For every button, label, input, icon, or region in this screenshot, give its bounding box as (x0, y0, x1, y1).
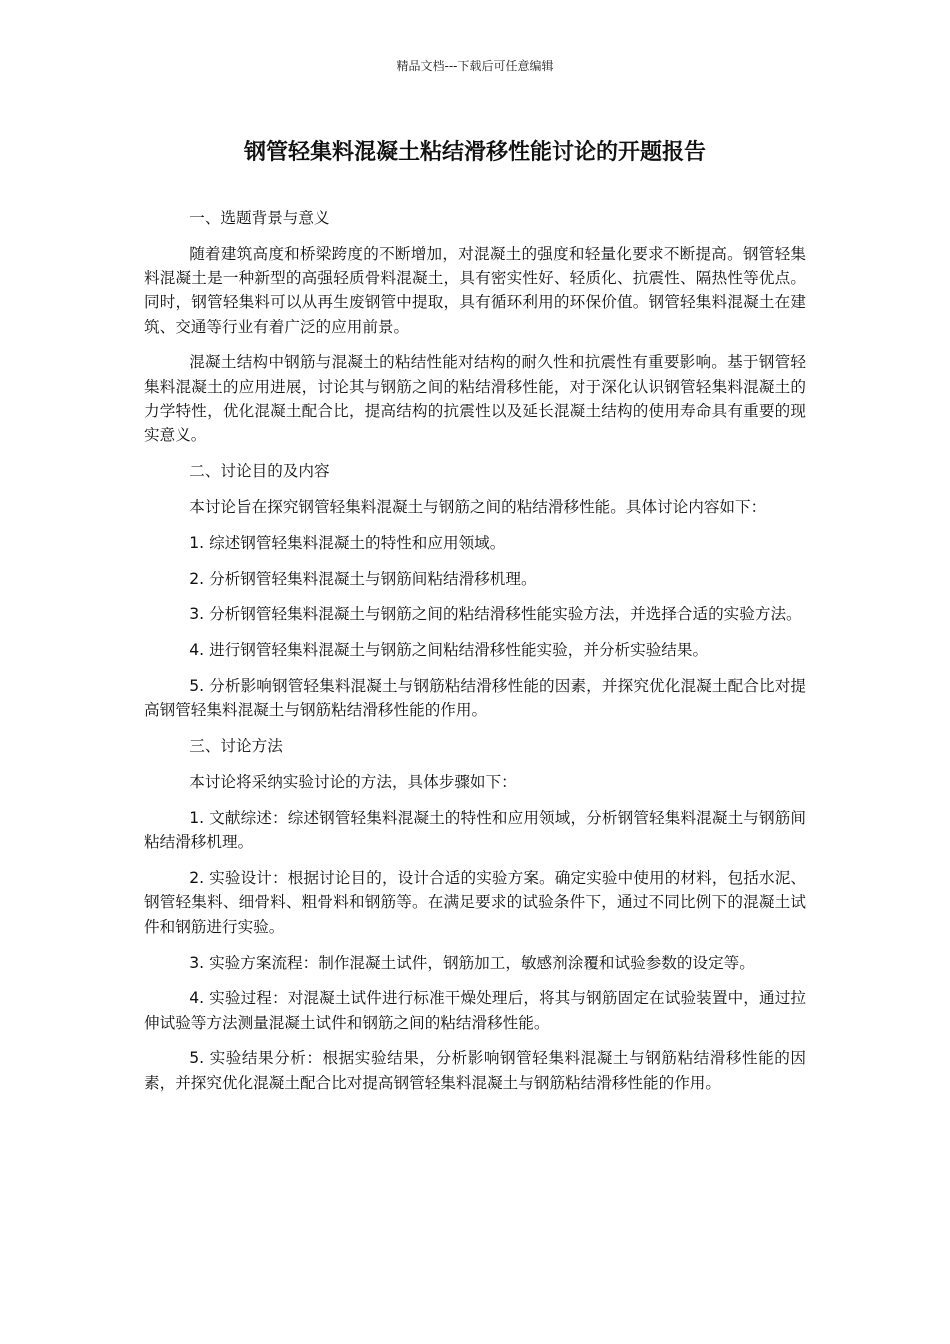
document-body (144, 206, 806, 1107)
paragraph: 本讨论旨在探究钢管轻集料混凝土与钢筋之间的粘结滑移性能。具体讨论内容如下： (189, 497, 767, 516)
list-item: 1. 文献综述：综述钢管轻集料混凝土的特性和应用领域，分析钢管轻集料混凝土与钢筋间粘结滑移机理。 (144, 809, 806, 852)
paragraph: 混凝土结构中钢筋与混凝土的粘结性能对结构的耐久性和抗震性有重要影响。基于钢管轻集料混凝土的应用进展，讨论其与钢筋之间的粘结滑移性能，对于深化认识钢管轻集料混凝土的力学特性，优化混凝土配合比，提高结构的抗震性以及延长混凝土结构的使用寿命具有重要的现实意义。 (144, 353, 806, 444)
page-title: 钢管轻集料混凝土粘结滑移性能讨论的开题报告 (243, 140, 706, 165)
section-heading-methods: 三、讨论方法 (189, 737, 283, 756)
header-note: 精品文档---下载后可任意编辑 (396, 59, 554, 73)
list-item: 4. 进行钢管轻集料混凝土与钢筋之间粘结滑移性能实验，并分析实验结果。 (189, 641, 709, 660)
paragraph: 随着建筑高度和桥梁跨度的不断增加，对混凝土的强度和轻量化要求不断提高。钢管轻集料混凝土是一种新型的高强轻质骨料混凝土，具有密实性好、轻质化、抗震性、隔热性等优点。同时，钢管轻集料可以从再生废钢管中提取，具有循环利用的环保价值。钢管轻集料混凝土在建筑、交通等行业有着广泛的应用前景。 (144, 244, 806, 336)
list-item: 3. 分析钢管轻集料混凝土与钢筋之间的粘结滑移性能实验方法，并选择合适的实验方法。 (189, 605, 802, 624)
list-item: 4. 实验过程：对混凝土试件进行标准干燥处理后，将其与钢筋固定在试验装置中，通过拉伸试验等方法测量混凝土试件和钢筋之间的粘结滑移性能。 (144, 989, 806, 1032)
list-item: 3. 实验方案流程：制作混凝土试件，钢筋加工，敏感剂涂覆和试验参数的设定等。 (189, 953, 755, 972)
section-heading-objectives: 二、讨论目的及内容 (189, 461, 330, 480)
list-item: 5. 实验结果分析：根据实验结果，分析影响钢管轻集料混凝土与钢筋粘结滑移性能的因素，并探究优化混凝土配合比对提高钢管轻集料混凝土与钢筋粘结滑移性能的作用。 (144, 1049, 806, 1092)
list-item: 1. 综述钢管轻集料混凝土的特性和应用领域。 (189, 533, 506, 552)
paragraph: 本讨论将采纳实验讨论的方法，具体步骤如下： (189, 773, 517, 792)
list-item: 5. 分析影响钢管轻集料混凝土与钢筋粘结滑移性能的因素，并探究优化混凝土配合比对提高钢管轻集料混凝土与钢筋粘结滑移性能的作用。 (144, 677, 806, 720)
list-item: 2. 实验设计：根据讨论目的，设计合适的实验方案。确定实验中使用的材料，包括水泥、钢管轻集料、细骨料、粗骨料和钢筋等。在满足要求的试验条件下，通过不同比例下的混凝土试件和钢筋进行实验。 (144, 869, 806, 936)
list-item: 2. 分析钢管轻集料混凝土与钢筋间粘结滑移机理。 (189, 569, 537, 588)
section-heading-background: 一、选题背景与意义 (189, 209, 330, 227)
